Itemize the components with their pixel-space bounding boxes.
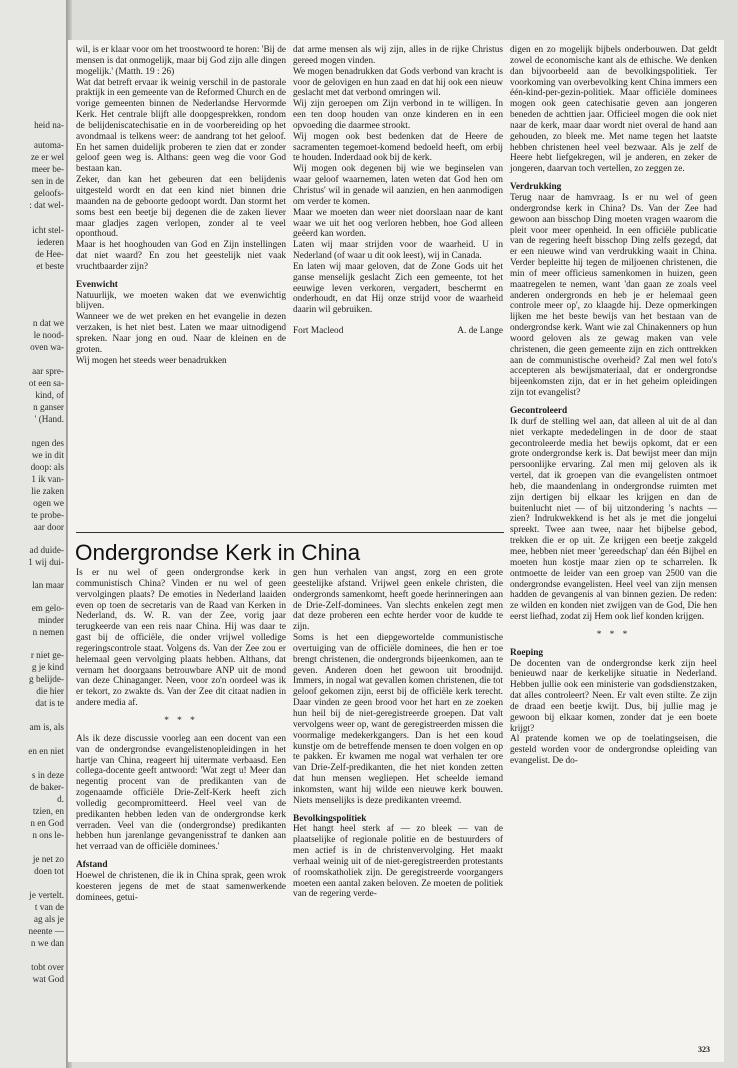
left-page-fragment: ngen des (31, 438, 64, 448)
left-page-fragment: we in dit (31, 450, 64, 460)
article-title: Ondergrondse Kerk in China (75, 540, 361, 565)
paragraph: Wij mogen het steeds weer benadrukken (76, 355, 227, 366)
left-page-fragment: 1 ik van- (31, 474, 64, 484)
paragraph: Natuurlijk, we moeten waken dat we evenwichtig blijven. (76, 290, 286, 312)
left-page-fragment: dat is te (35, 698, 64, 708)
left-page-fragment: : dat wel- (29, 200, 64, 210)
left-page-fragment: ag als je (33, 914, 64, 924)
left-page-fragment: neente — (28, 926, 64, 936)
left-page-fragment: ot een sa- (28, 378, 64, 388)
signature-place: Fort Macleod (293, 326, 344, 337)
section-heading: Roeping (510, 647, 544, 658)
signature-author: A. de Lange (457, 326, 503, 337)
page-number: 323 (698, 1045, 710, 1054)
left-page-fragment: heid na- (34, 120, 64, 130)
paragraph: Ik durf de stelling wel aan, dat alleen al uit de al dan niet verkapte mededelingen in de door de staat gecontroleerde media het bewijs opkomt, dat er een grote ondergrondse kerk is. Dat bewijst meer dan mijn persoonlijke ervaring. Zal men mij geloven als ik vertel, dat ik groepen van die evangelisten ontmoet heb, die maandenlang in ondergrondse ruimten met zijn dertigen bij elkaar les krijgen en dan de buitenlucht niet — of bij uitzondering 's nachts — zien? Indrukwekkend is het als je met die jongelui spreekt. Twee aan twee, naar het bijbelse gebod, trekken die er op uit. Ze krijgen een beetje zakgeld mee, hebben niet meer 'gereedschap' dan één Bijbel en moeten hun kostje maar zien op te scharrelen. Ik ontmoette de leider van een groep van 2500 van die ondergrondse evangelisten. Heel veel van zijn mensen hadden de gevangenis al van binnen gezien. De reden: ze wilden en konden niet zwijgen van de God, Die hen eerst liefhad, zodat zij Hem ook lief konden krijgen. (510, 416, 717, 623)
left-page-fragment: automa- (33, 140, 64, 150)
left-page-fragment: de baker- (29, 782, 64, 792)
left-page-fragment: ogen we (33, 498, 64, 508)
paragraph: Wanneer we de wet preken en het evangelie in dezen verzaken, is het niet best. Laten we maar uitnodigend spreken. Naar jong en oud. Naar de kleinen en de groten. (76, 312, 286, 355)
paragraph: digen en zo mogelijk bijbels onderbouwen. Dat geldt zowel de economische kant als de ethische. We denken dan bijvoorbeeld aan de bevolkingspolitiek. Ter voorkoming van overbevolking kent China immers een één-kind-per-gezin-politiek. Maar officiële dominees mogen ook geen catechisatie geven aan jongeren beneden de achttien jaar. Officieel mogen die ook niet naar de kerk, maar daar wordt niet overal de hand aan gehouden, zo bleek me. Met name tegen het laatste hebben christenen heel veel bezwaar. Als je zelf de Heere hebt liefgekregen, wil je anderen, en zeker de jongeren, daarvan toch vertellen, zo zeggen ze. (510, 45, 717, 175)
paragraph: gen hun verhalen van angst, zorg en een grote geestelijke afstand. Vrijwel geen enkele christen, die ondergronds samenkomt, heeft goede herinneringen aan de Drie-Zelf-dominees. Van slechts enkelen zegt men dat deze proberen een echte herder voor de kudde te zijn. (293, 568, 503, 633)
left-page-fragment: kind, of (35, 390, 64, 400)
left-page-fragment: die hier (36, 686, 64, 696)
left-page-fragment: n en God (30, 818, 64, 828)
left-page-fragment: je vertelt. (29, 890, 64, 900)
left-page-fragment: meer be- (31, 164, 64, 174)
magazine-page (68, 40, 724, 1062)
section-divider (76, 532, 504, 533)
left-page-fragment: am is, als (29, 722, 64, 732)
paragraph: Terug naar de hamvraag. Is er nu wel of geen ondergrondse kerk in China? Ds. Van der Zee had gewoon aan bisschop Ding moeten vragen waarom die pleit voor meer openheid. In een officiële publicatie van de regering heeft bisschop Ding zelfs gezegd, dat er een nieuwe wind van verdrukking waait in China. Verder bepleitte hij tegen de miljoenen christenen, die min of meer officieus samenkomen in huizen, geen maatregelen te nemen, want 'dan gaan ze zoals veel anderen ondergronds en heb je er helemaal geen controle meer op', zo klaagde hij. Deze opmerkingen lijken me het beste bewijs van het bestaan van de ondergrondse kerk. Want wie zal Chinakenners op hun woord geloven als ze gewag maken van vele christenen, die geen gemeente zijn en zich onttrekken aan de communistische overheid? Zal men wel foto's accepteren als bewijsmateriaal, dat er ondergrondse bijeenkomsten zijn, dat er in het geheim opleidingen zijn tot evangelist? (510, 192, 717, 399)
left-page-fragment: icht stel- (32, 225, 64, 235)
left-page-fragment: sen in de (31, 176, 64, 186)
column-c (510, 45, 717, 767)
left-page-edge (0, 0, 68, 1068)
section-heading: Gecontroleerd (510, 406, 568, 416)
left-page-fragment: n ganser (33, 402, 64, 412)
left-page-fragment: tzien, en (32, 806, 64, 816)
left-page-fragment: le nood- (33, 330, 64, 340)
left-page-fragment: lan maar (32, 580, 64, 590)
column-d (76, 568, 286, 903)
left-page-fragment: t van de (34, 902, 64, 912)
column-a (76, 45, 286, 366)
paragraph: Wat dat betreft ervaar ik weinig verschil in de pastorale praktijk in een gemeente van de Reformed Church en de vorige gemeenten binnen de Nederlandse Hervormde Kerk. Het centrale blijft alle doopgesprekken, rondom de belijdeniscatechisatie en in de voorbereiding op het avondmaal is telkens weer: de aandrang tot het geloof. En het samen duidelijk proberen te zien dat er zonder geloof geen weg is. Althans: geen weg die voor God bestaan kan. (76, 77, 286, 175)
left-page-fragment: n we dan (30, 938, 64, 948)
left-page-fragment: je net zo (32, 854, 64, 864)
paragraph: Al pratende komen we op de toelatingseisen, die gesteld worden voor de ondergrondse opleiding van evangelist. De do- (510, 734, 717, 767)
paragraph: Maar we moeten dan weer niet doorslaan naar de kant waar we uit het oog verloren hebben, hoe God alleen geëerd kan worden. (293, 207, 503, 240)
left-page-fragment: de Hee- (35, 249, 64, 259)
column-b (293, 45, 503, 337)
paragraph: Laten wij maar strijden voor de waarheid. U in Nederland (of waar u dit ook leest), wij in Canada. (293, 240, 503, 262)
paragraph: Hoewel de christenen, die ik in China sprak, geen wrok koesteren jegens de met de staat samenwerkende dominees, getui- (76, 870, 286, 903)
left-page-fragment: ' (Hand. (34, 414, 64, 424)
left-page-fragment: em gelo- (31, 603, 64, 613)
paragraph: We mogen benadrukken dat Gods verbond van kracht is voor de gelovigen en hun zaad en dat hij ook een nieuw geslacht met dat verbond omringen wil. (293, 66, 503, 99)
left-page-fragment: minder (37, 615, 64, 625)
paragraph: Soms is het een diepgewortelde communistische overtuiging van de officiële dominees, die hen er toe brengt christenen, die ondergronds bijeenkomen, aan te geven. Anderen doen het gewoon uit broodnijd. Immers, in nogal wat gevallen komen christenen, die tot geloof gekomen zijn, eerst bij de officiële kerk terecht. Daar vinden ze geen brood voor het hart en ze zoeken hun heil bij de niet-geregistreerde groepen. Dat valt vervolgens weer op, want de geregistreerden missen die voormalige medekerkgangers. Dan is het een koud kunstje om de betreffende mensen te doen volgen en op te pakken. Er kwamen me nogal wat verhalen ter ore van Drie-Zelf-predikanten, die het niet konden zetten dat hun mensen wegliepen. Het scheelde iemand inkomsten, want hij wilde een nieuwe kerk bouwen. Niets menselijks is deze predikanten vreemd. (293, 633, 503, 806)
left-page-fragment: et beste (36, 261, 64, 271)
paragraph: Maar is het hooghouden van God en Zijn instellingen dat niet waard? En zou het geestelijk niet vaak vruchtbaarder zijn? (76, 240, 286, 272)
left-page-fragment: tobt over (31, 962, 64, 972)
left-page-fragment: aar door (33, 522, 64, 532)
left-page-fragment: wat God (32, 974, 64, 984)
left-page-fragment: 1 wij dui- (28, 557, 64, 567)
left-page-fragment: g belijde- (29, 674, 64, 684)
paragraph: Wij mogen ook best bedenken dat de Heere de sacramenten tegemoet-komend bedoeld heeft, om erbij te houden. Inderdaad ook bij de kerk. (293, 131, 503, 164)
paragraph: Zeker, dan kan het gebeuren dat een belijdenis uitgesteld wordt en dat een kind niet binnen drie maanden na de geboorte gedoopt wordt. Dan stormt het soms best een beetje bij degenen die de zaken liever maar gladjes zagen verlopen, zonder al te veel oponthoud. (76, 175, 286, 240)
left-page-fragment: n ons le- (32, 830, 64, 840)
left-page-fragment: d. (57, 794, 64, 804)
left-page-fragment: doop: als (30, 462, 64, 472)
left-page-fragment: ze er wel (30, 152, 64, 162)
left-page-fragment: g je kind (31, 662, 64, 672)
left-page-fragment: n nemen (32, 627, 64, 637)
left-page-fragment: r niet ge- (30, 650, 64, 660)
column-e (293, 568, 503, 900)
section-heading: Bevolkingspolitiek (293, 813, 367, 824)
left-page-fragment: oven wa- (30, 342, 64, 352)
left-page-fragment: en en niet (28, 746, 64, 756)
left-page-fragment: aar spre- (32, 366, 64, 376)
left-page-fragment: iederen (36, 237, 64, 247)
left-page-fragment: ad duide- (29, 545, 64, 555)
section-heading: Verdrukking (510, 182, 562, 193)
left-page-fragment: te probe- (31, 510, 64, 520)
section-heading: Evenwicht (76, 279, 118, 290)
left-page-fragment: lie zaken (31, 486, 64, 496)
left-page-fragment: n dat we (32, 318, 64, 328)
signature (293, 326, 503, 337)
left-page-fragment: s in deze (31, 770, 64, 780)
section-break: * * * (164, 715, 198, 726)
paragraph: Wij zijn geroepen om Zijn verbond in te willigen. In een ten doop houden van onze kinderen en in een opvoeding die daarmee strookt. (293, 99, 503, 131)
paragraph: De docenten van de ondergrondse kerk zijn heel benieuwd naar de kerkelijke situatie in Nederland. Hebben jullie ook een ministerie van godsdienstzaken, dat alles controleert? Neen. Er valt even stilte. Ze zijn de draad een beetje kwijt. Dus, bij jullie mag je gewoon bij elkaar komen, zonder dat je een boete krijgt? (510, 658, 717, 734)
paragraph: wil, is er klaar voor om het troostwoord te horen: 'Bij de mensen is dat onmogelijk, maar bij God zijn alle dingen mogelijk.' (Matth. 19 : 26) (76, 45, 286, 77)
paragraph: Het hangt heel sterk af — zo bleek — van de plaatselijke of regionale politie en de bestuurders of men actief is in de christenvervolging. Het maakt verhaal weinig uit of de niet-geregistreerden protestants of roomskatholiek zijn. De geregistreerde voorgangers moeten een aantal zaken beloven. Ze moeten de politiek van de regering verde- (293, 824, 503, 900)
section-break: * * * (596, 629, 631, 640)
left-page-fragment: doen tot (34, 866, 64, 876)
section-heading: Afstand (76, 860, 108, 871)
paragraph: Wij mogen ook degenen bij wie we beginselen van waar geloof waarnemen, laten weten dat God hen om Christus' wil in genade wil aanzien, en hen aanmodigen om verder te komen. (293, 164, 503, 207)
paragraph: En laten wij maar geloven, dat de Zone Gods uit het ganse menselijk geslacht Zich een gemeente, tot het eeuwige leven verkoren, vergadert, beschermt en onderhoudt, en dat Hij onze strijd voor de waarheid daarin wil gebruiken. (293, 261, 503, 316)
left-page-fragment: geloofs- (33, 188, 64, 198)
paragraph: Als ik deze discussie voorleg aan een docent van een van de ondergrondse evangelistenopleidingen in het hartje van China, reageert hij uitermate verbaasd. Een collega-docente geeft antwoord: 'Wat zegt u! Meer dan negentig procent van de predikanten van de zogenaamde officiële Drie-Zelf-Kerk heeft zich volledig gecompromitteerd. Heel veel van de predikanten hebben leden van de ondergrondse kerk verraden. Veel van die (ondergrondse) predikanten hebben hun jarenlange gevangenisstraf te danken aan het verraad van de officiële dominees.' (76, 733, 286, 853)
paragraph: Is er nu wel of geen ondergrondse kerk in communistisch China? Vinden er nu wel of geen vervolgingen plaats? De emoties in Nederland laaiden even op toen de secretaris van de Raad van Kerken in Nederland, ds. W. R. van der Zee, vorig jaar terugkeerde van een reis naar China. Hij was daar te gast bij de officiële, die onder vrijwel volledige regeringscontrole staat. Volgens ds. Van der Zee zou er helemaal geen vervolging plaats hebben. Althans, dat vernam het doorgaans betrouwbare ANP uit de mond van deze Chinaganger. Neen, voor zo'n oordeel was ik er tekort, zo zwakte ds. Van der Zee dit citaat nadien in andere media af. (76, 568, 286, 709)
paragraph: dat arme mensen als wij zijn, alles in de rijke Christus gereed mogen vinden. (293, 45, 503, 66)
